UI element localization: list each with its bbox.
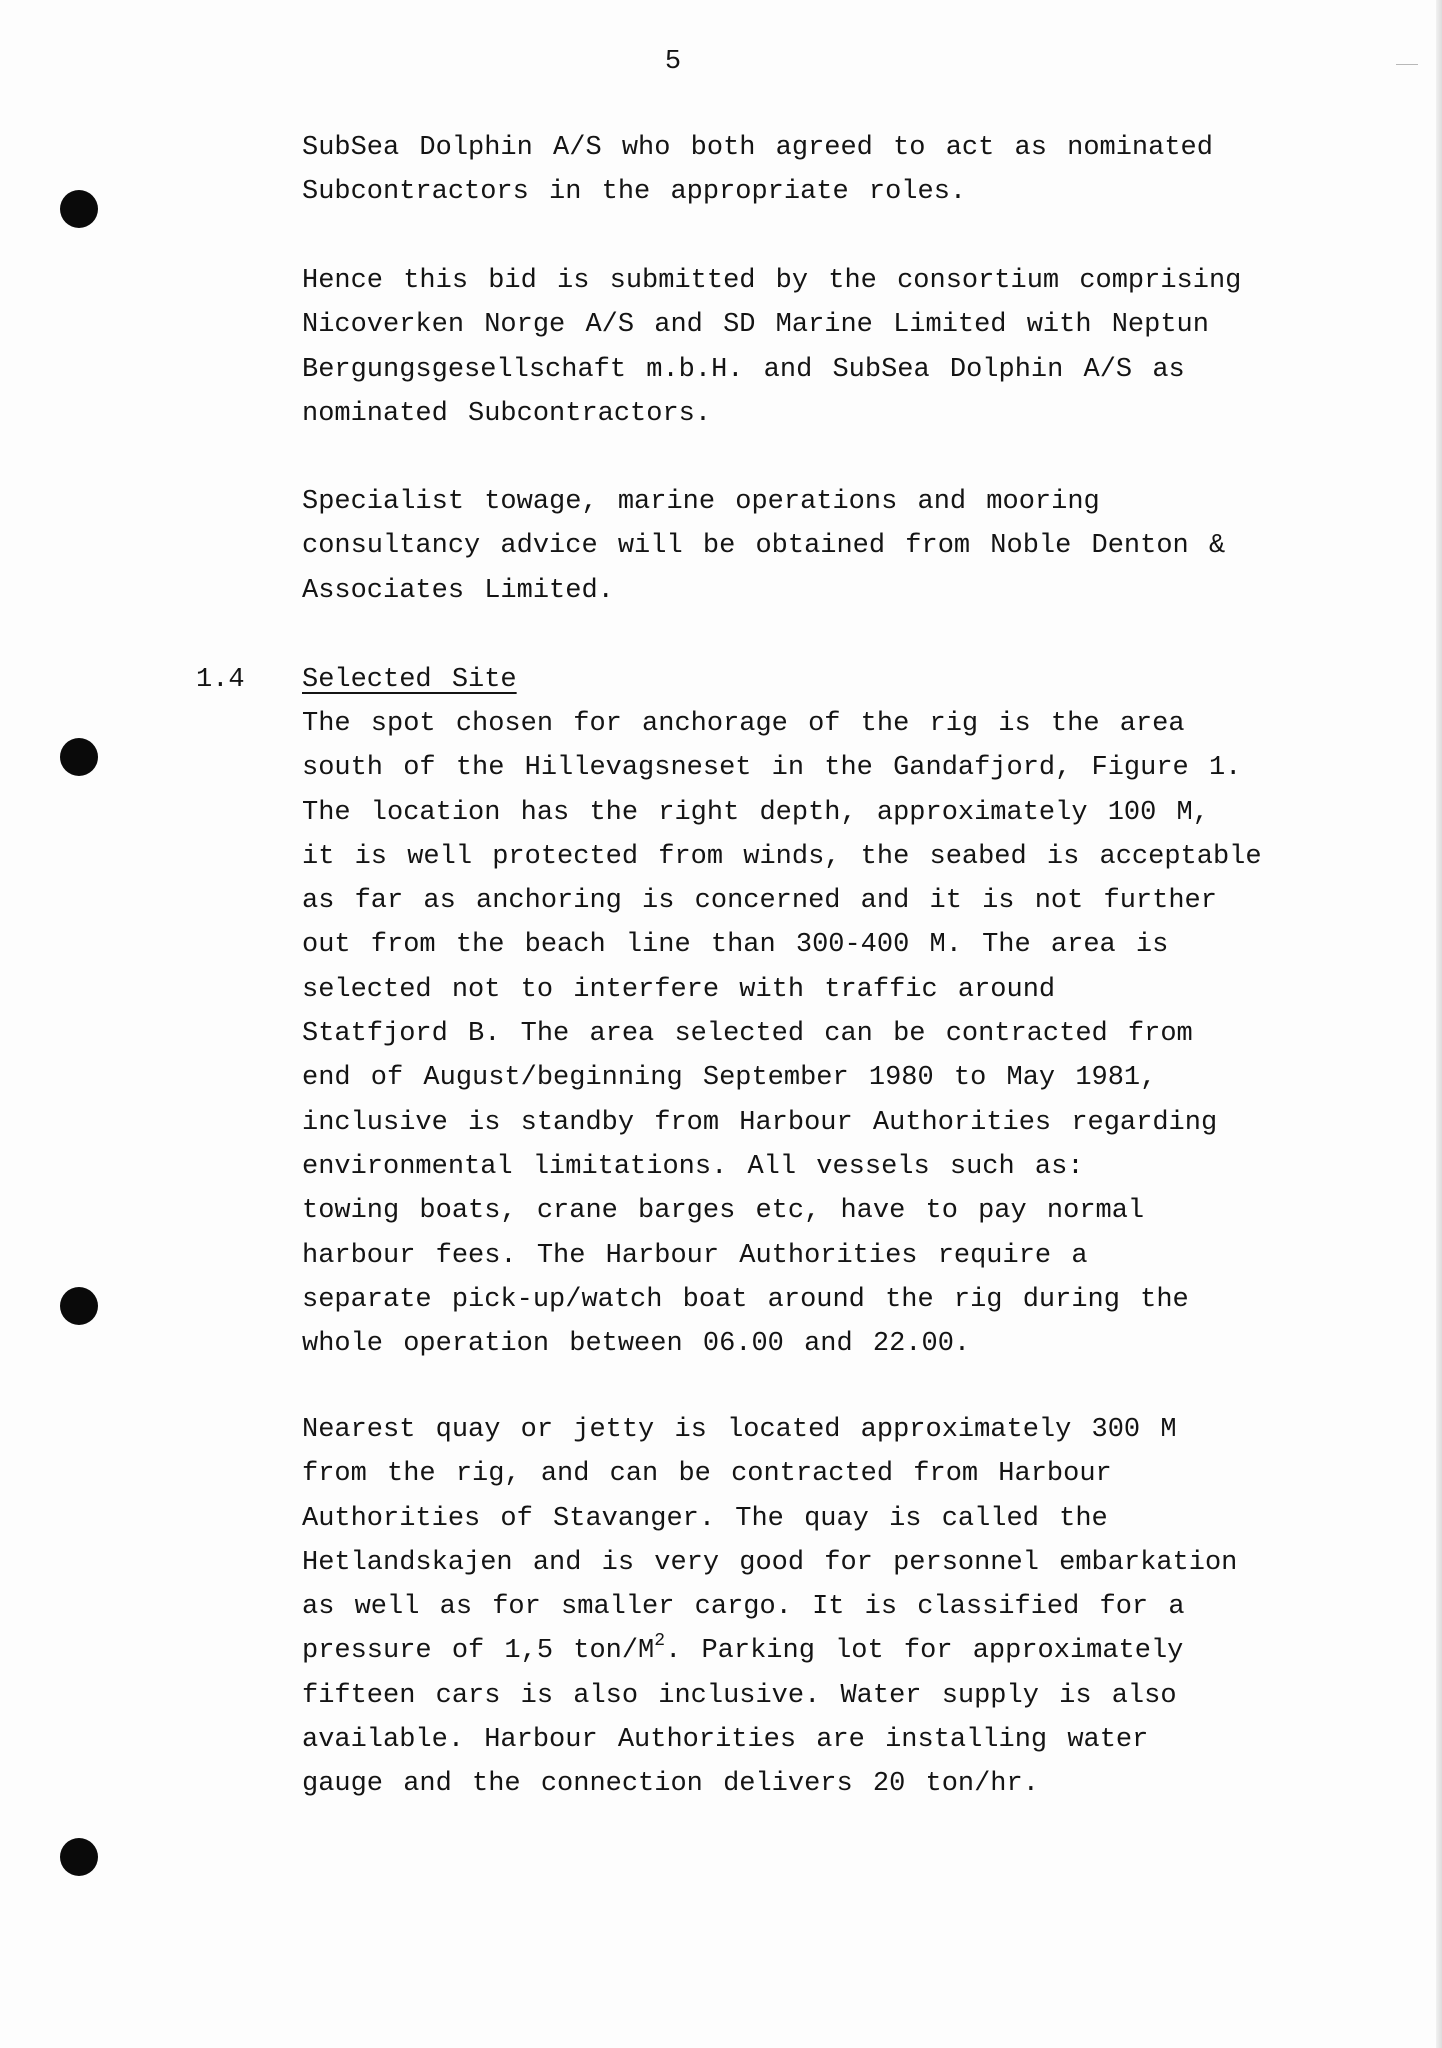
superscript-exponent: 2	[654, 1631, 666, 1652]
text-line: consultancy advice will be obtained from Noble Denton &	[302, 531, 1226, 562]
section-number: 1.4	[196, 665, 245, 695]
text-line: as well as for smaller cargo. It is classified for a	[302, 1592, 1185, 1623]
page-number: 5	[664, 47, 682, 77]
pressure-text-end: . Parking lot for approximately	[665, 1636, 1184, 1667]
text-line: available. Harbour Authorities are installing water	[302, 1725, 1149, 1756]
text-line: towing boats, crane barges etc, have to pay normal	[302, 1196, 1145, 1227]
pressure-line	[302, 1629, 1237, 1673]
text-line: Statfjord B. The area selected can be contracted from	[302, 1019, 1193, 1050]
text-line: Hetlandskajen and is very good for personnel embarkation	[302, 1547, 1238, 1578]
text-line: Nearest quay or jetty is located approximately 300 M	[302, 1415, 1177, 1445]
punch-hole-1	[60, 190, 98, 228]
punch-hole-4	[60, 1838, 98, 1876]
paragraph-subcontractors	[302, 126, 1213, 215]
text-line: it is well protected from winds, the seabed is acceptable	[302, 841, 1262, 872]
text-line: out from the beach line than 300-400 M. The area is	[302, 930, 1169, 961]
paragraph-consortium	[302, 259, 1241, 436]
text-line: south of the Hillevagsneset in the Gandafjord, Figure 1.	[302, 753, 1242, 784]
paragraph-selected-site	[302, 702, 1262, 1366]
text-line: Associates Limited.	[302, 575, 614, 606]
text-line: Nicoverken Norge A/S and SD Marine Limited with Neptun	[302, 310, 1209, 341]
section-title: Selected Site	[302, 665, 517, 695]
text-line: Subcontractors in the appropriate roles.	[302, 177, 967, 208]
text-line: nominated Subcontractors.	[302, 398, 712, 429]
text-line: whole operation between 06.00 and 22.00.	[302, 1329, 971, 1360]
page-edge-shadow	[1436, 0, 1442, 2048]
pressure-text: pressure of 1,5 ton/M	[302, 1636, 655, 1667]
text-line: Bergungsgesellschaft m.b.H. and SubSea Dolphin A/S as	[302, 354, 1185, 385]
text-line: selected not to interfere with traffic around	[302, 974, 1056, 1005]
text-line: Hence this bid is submitted by the consortium comprising	[302, 266, 1242, 296]
text-line: from the rig, and can be contracted from Harbour	[302, 1459, 1112, 1490]
punch-hole-3	[60, 1287, 98, 1325]
text-line: Specialist towage, marine operations and mooring	[302, 487, 1100, 517]
paragraph-quay	[302, 1408, 1237, 1807]
scan-mark	[1396, 64, 1418, 65]
text-line: fifteen cars is also inclusive. Water supply is also	[302, 1680, 1177, 1711]
text-line: Authorities of Stavanger. The quay is called the	[302, 1503, 1108, 1534]
text-line: gauge and the connection delivers 20 ton/hr.	[302, 1769, 1039, 1800]
text-line: The location has the right depth, approximately 100 M,	[302, 797, 1209, 828]
text-line: as far as anchoring is concerned and it is not further	[302, 886, 1217, 917]
text-line: SubSea Dolphin A/S who both agreed to act as nominated	[302, 133, 1213, 163]
text-line: separate pick-up/watch boat around the rig during the	[302, 1284, 1189, 1315]
text-line: inclusive is standby from Harbour Authorities regarding	[302, 1107, 1218, 1138]
text-line: end of August/beginning September 1980 to May 1981,	[302, 1063, 1157, 1094]
punch-hole-2	[60, 738, 98, 776]
text-line: environmental limitations. All vessels such as:	[302, 1151, 1084, 1182]
text-line: harbour fees. The Harbour Authorities require a	[302, 1240, 1088, 1271]
paragraph-consultancy	[302, 480, 1225, 613]
text-line: The spot chosen for anchorage of the rig is the area	[302, 709, 1185, 739]
